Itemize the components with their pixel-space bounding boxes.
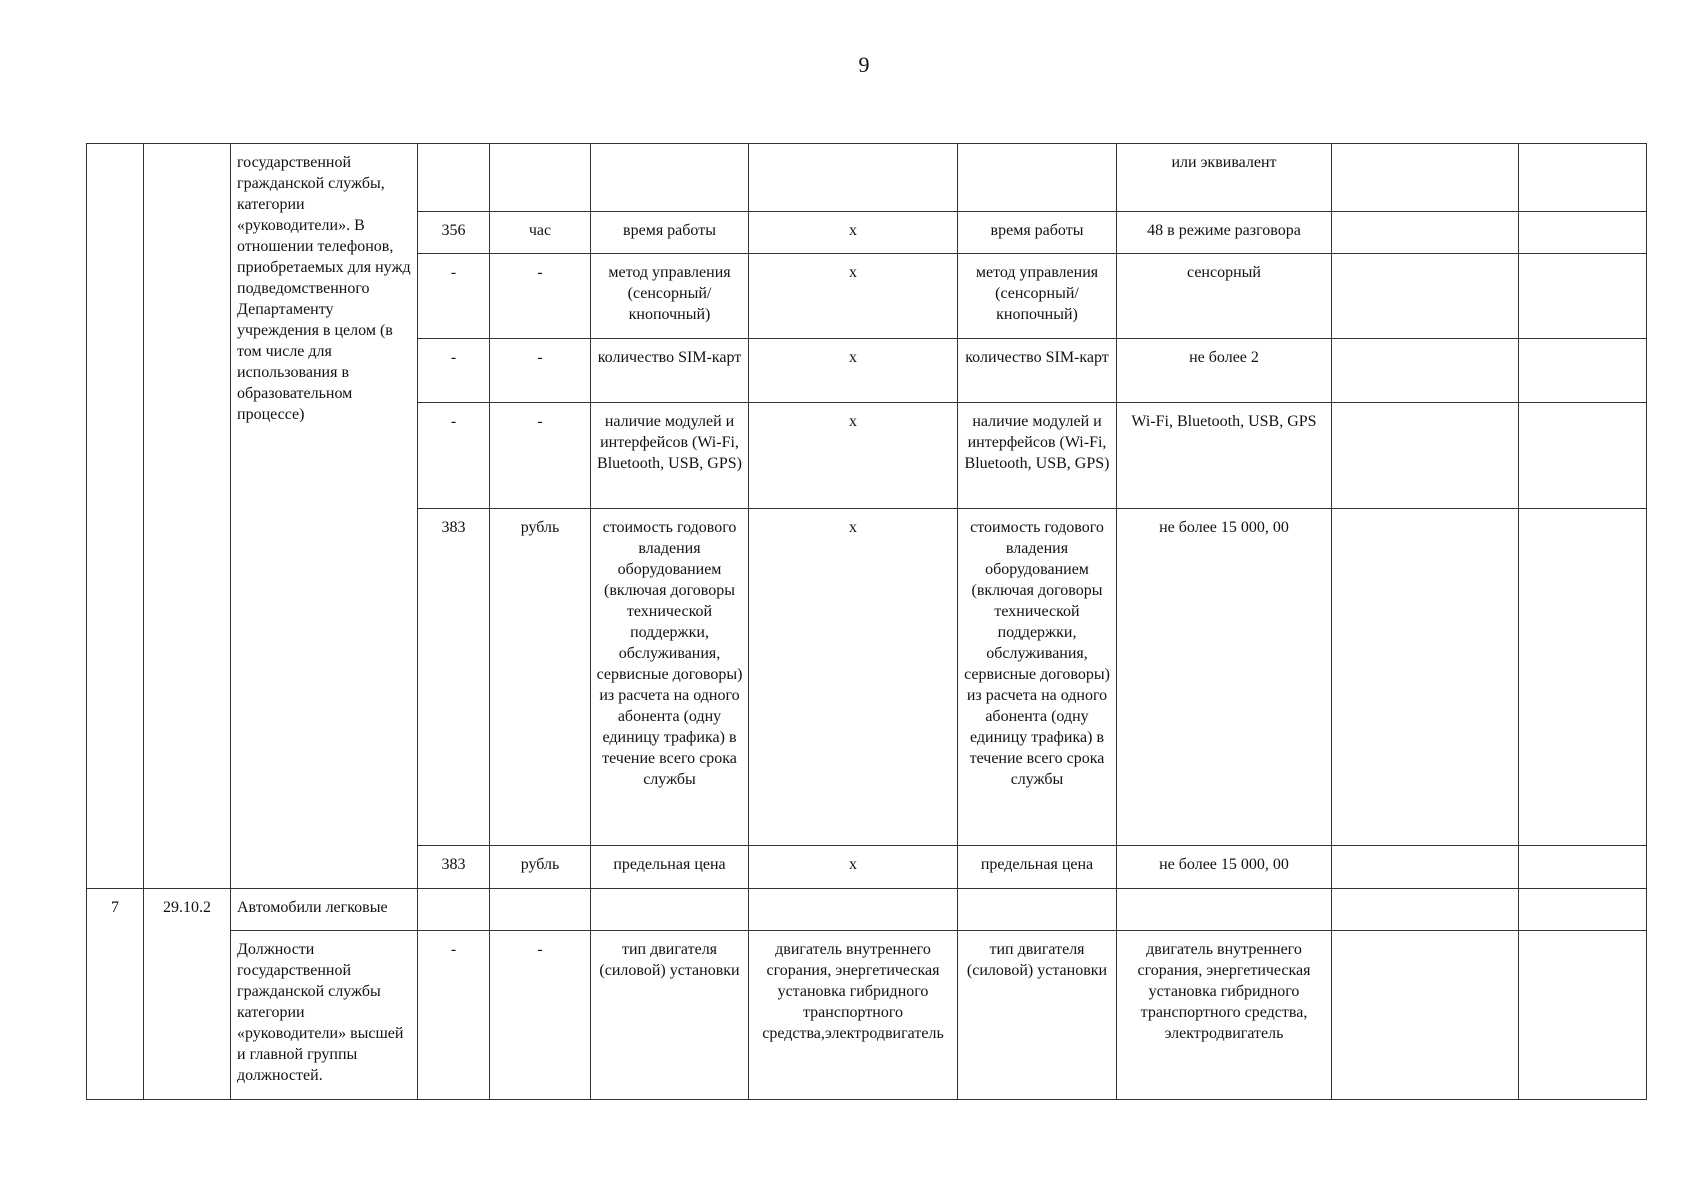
cell-empty [1332,889,1519,931]
cell-characteristic: тип двигателя (силовой) установки [958,931,1117,1100]
cell-empty [1519,144,1647,212]
cell-unit: - [490,931,591,1100]
cell-characteristic: количество SIM-карт [958,339,1117,403]
cell-characteristic: наличие модулей и интерфейсов (Wi-Fi, Bluetooth, USB, GPS) [591,403,749,509]
cell-code [418,144,490,212]
cell-empty [1519,254,1647,339]
cell-empty [1332,931,1519,1100]
cell-value: x [749,212,958,254]
cell-value: Wi-Fi, Bluetooth, USB, GPS [1117,403,1332,509]
cell-empty [958,889,1117,931]
cell-code: 383 [418,509,490,846]
cell-empty [1519,403,1647,509]
cell-description: Должности государственной гражданской службы категории «руководители» высшей и главной группы должностей. [231,931,418,1100]
cell-value: x [749,509,958,846]
cell-code: 383 [418,846,490,889]
cell-empty [1332,212,1519,254]
cell-okpd [144,144,231,889]
table-row [87,931,1647,1100]
cell-unit [490,144,591,212]
cell-value: сенсорный [1117,254,1332,339]
cell-unit: - [490,339,591,403]
cell-value: или эквивалент [1117,144,1332,212]
cell-empty [1332,846,1519,889]
cell-characteristic: метод управления (сенсорный/ кнопочный) [591,254,749,339]
page-number: 9 [858,52,870,77]
cell-code: 356 [418,212,490,254]
cell-description: государственной гражданской службы, категории «руководители». В отношении телефонов, приобретаемых для нужд подведомственного Департаменту учреждения в целом (в том числе для использования в образовательном процессе) [231,144,418,889]
cell-unit: рубль [490,509,591,846]
table-row [87,889,1647,931]
cell-okpd: 29.10.2 [144,889,231,1100]
cell-unit: - [490,403,591,509]
cell-characteristic: время работы [591,212,749,254]
cell-number [87,144,144,889]
cell-value: x [749,846,958,889]
cell-empty [1332,254,1519,339]
cell-empty [1519,846,1647,889]
cell-characteristic: предельная цена [958,846,1117,889]
cell-empty [1519,212,1647,254]
cell-empty [418,889,490,931]
cell-unit: рубль [490,846,591,889]
cell-empty [1332,509,1519,846]
cell-characteristic: стоимость годового владения оборудованием (включая договоры технической поддержки, обслуживания, сервисные договоры) из расчета на одного абонента (одну единицу трафика) в течение всего срока службы [958,509,1117,846]
cell-empty [591,889,749,931]
cell-value: 48 в режиме разговора [1117,212,1332,254]
cell-characteristic: предельная цена [591,846,749,889]
cell-unit: час [490,212,591,254]
cell-characteristic [958,144,1117,212]
cell-item-name: Автомобили легковые [231,889,418,931]
cell-empty [749,889,958,931]
cell-empty [1519,509,1647,846]
cell-characteristic: тип двигателя (силовой) установки [591,931,749,1100]
cell-value: x [749,403,958,509]
cell-value: x [749,339,958,403]
cell-empty [1519,931,1647,1100]
cell-value: не более 15 000, 00 [1117,846,1332,889]
cell-code: - [418,339,490,403]
cell-number: 7 [87,889,144,1100]
cell-value [749,144,958,212]
cell-characteristic [591,144,749,212]
cell-value: не более 15 000, 00 [1117,509,1332,846]
cell-characteristic: время работы [958,212,1117,254]
cell-code: - [418,931,490,1100]
cell-empty [1332,144,1519,212]
cell-empty [1519,339,1647,403]
cell-empty [1519,889,1647,931]
cell-value: не более 2 [1117,339,1332,403]
cell-code: - [418,403,490,509]
cell-empty [1332,339,1519,403]
cell-empty [490,889,591,931]
cell-empty [1332,403,1519,509]
cell-characteristic: стоимость годового владения оборудованием (включая договоры технической поддержки, обслуживания, сервисные договоры) из расчета на одного абонента (одну единицу трафика) в течение всего срока службы [591,509,749,846]
cell-value: двигатель внутреннего сгорания, энергетическая установка гибридного транспортного средства, электродвигатель [1117,931,1332,1100]
cell-value: двигатель внутреннего сгорания, энергетическая установка гибридного транспортного средства,электродвигатель [749,931,958,1100]
cell-characteristic: наличие модулей и интерфейсов (Wi-Fi, Bluetooth, USB, GPS) [958,403,1117,509]
table-row [87,144,1647,212]
cell-empty [1117,889,1332,931]
cell-characteristic: метод управления (сенсорный/ кнопочный) [958,254,1117,339]
cell-unit: - [490,254,591,339]
specification-table [86,143,1647,1100]
cell-code: - [418,254,490,339]
cell-characteristic: количество SIM-карт [591,339,749,403]
cell-value: x [749,254,958,339]
